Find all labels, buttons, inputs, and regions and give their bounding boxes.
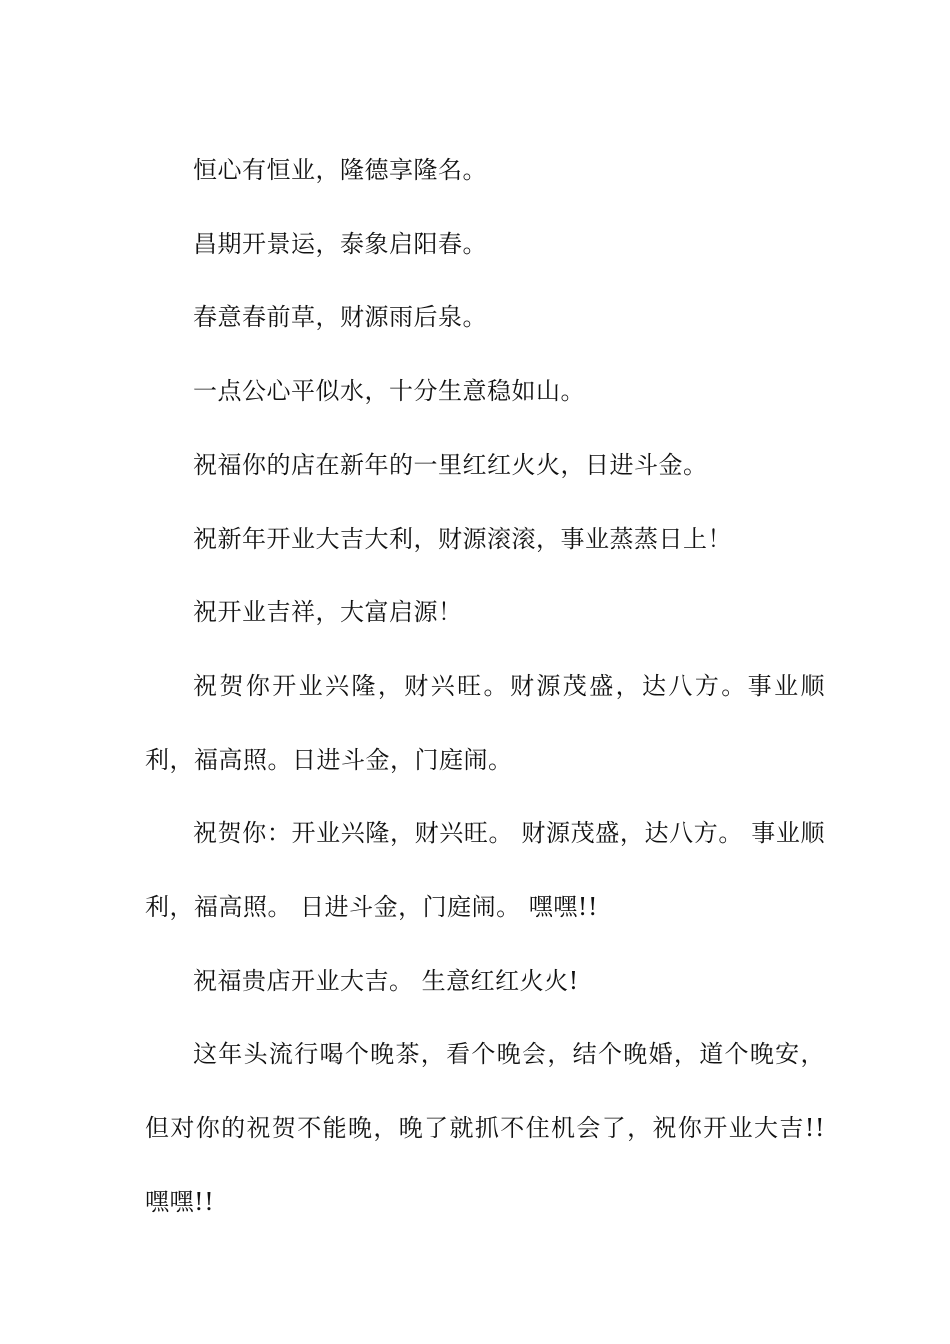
paragraph: 祝贺你开业兴隆，财兴旺。财源茂盛，达八方。事业顺利，福高照。日进斗金，门庭闹。 xyxy=(145,671,825,774)
paragraph: 春意春前草，财源雨后泉。 xyxy=(193,303,487,332)
paragraph: 恒心有恒业，隆德享隆名。 xyxy=(193,156,487,184)
paragraph: 这年头流行喝个晚茶，看个晚会，结个晚婚，道个晚安，但对你的祝贺不能晚，晚了就抓不住机会了，祝你开业大吉!!嘿嘿!! xyxy=(145,1040,825,1216)
paragraph: 昌期开景运，泰象启阳春。 xyxy=(193,229,487,258)
paragraph: 祝福贵店开业大吉。 生意红红火火! xyxy=(193,966,579,995)
paragraph: 一点公心平似水，十分生意稳如山。 xyxy=(193,377,585,406)
paragraph: 祝开业吉祥，大富启源！ xyxy=(193,598,463,627)
paragraph: 祝贺你：开业兴隆，财兴旺。 财源茂盛，达八方。 事业顺利，福高照。 日进斗金，门庭闹。 嘿嘿!! xyxy=(145,819,825,922)
paragraph: 祝新年开业大吉大利，财源滚滚，事业蒸蒸日上！ xyxy=(193,524,732,553)
paragraph: 祝福你的店在新年的一里红红火火，日进斗金。 xyxy=(193,450,708,479)
document-body xyxy=(145,134,825,1240)
